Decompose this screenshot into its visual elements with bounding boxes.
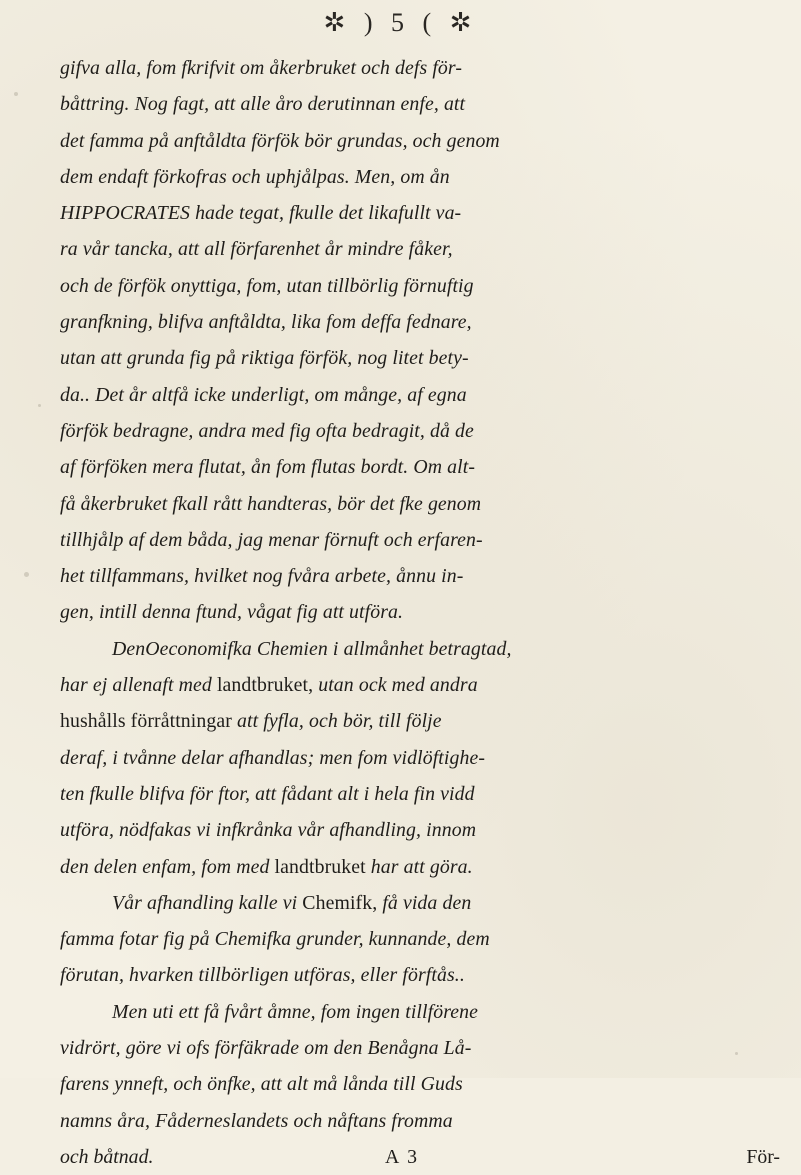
text-line: Men uti ett få fvårt åmne, fom ingen tillförene [112,1000,479,1023]
text-line: tillhjålp af dem båda, jag menar förnuft och erfaren- [60,528,483,551]
text-line: båttring. Nog fagt, att alle åro derutinnan enfe, att [60,93,466,116]
text-line: ra vår tancka, att all förfarenhet år mindre fåker, [60,238,453,261]
text-line: farens ynneft, och önfke, att alt må lånda till Guds [60,1073,463,1096]
catchword: För- [746,1145,780,1168]
text-line: gen, intill denna ftund, vågat fig att utföra. [60,601,404,624]
text-line: och de förfök onyttiga, fom, utan tillbörlig förnuftig [60,274,474,297]
text-line [60,703,780,739]
text-line: granfkning, blifva anftåldta, lika fom deffa fednare, [60,311,472,334]
roman-text: Chemifk, [302,891,378,914]
text-line: namns åra, Fåderneslandets och nåftans fromma [60,1109,453,1132]
text-line [60,849,780,885]
text-line: dem endaft förkofras och uphjålpas. Men, om ån [60,165,450,188]
text-line: DenOeconomifka Chemien i allmånhet betragtad, [112,637,512,660]
text-line: famma fotar fig på Chemifka grunder, kunnande, dem [60,928,490,951]
last-line-text: och båtnad. [60,1145,154,1168]
page-footer [60,1139,780,1175]
roman-text: landtbruket [274,855,366,878]
italic-text: att fyfla, och bör, till följe [231,710,442,733]
text-line: det famma på anftåldta förfök bör grundas, och genom [60,129,500,152]
paper-speck [14,92,18,96]
italic-text: har att göra. [365,855,473,878]
page-body-text [60,50,780,1175]
text-line: utan att grunda fig på riktiga förfök, nog litet bety- [60,347,469,370]
text-line: deraf, i tvånne delar afhandlas; men fom vidlöftighe- [60,746,486,769]
paper-speck [24,572,29,577]
signature-mark: A 3 [385,1145,420,1168]
text-line: utföra, nödfakas vi infkrånka vår afhandling, innom [60,819,477,842]
italic-text: har ej allenaft med [60,674,217,697]
text-line: få åkerbruket fkall rått handteras, bör det fke genom [60,492,482,515]
text-line: förutan, hvarken tillbörligen utföras, eller förftås.. [60,964,465,987]
text-line: HIPPOCRATES hade tegat, fkulle det likafullt va- [60,202,462,225]
text-line [60,667,780,703]
paper-speck [38,404,41,407]
italic-text: utan ock med andra [313,674,478,697]
italic-text: den delen enfam, fom med [60,855,275,878]
text-line: ten fkulle blifva för ftor, att fådant alt i hela fin vidd [60,782,475,805]
text-line: förfök bedragne, andra med fig ofta bedragit, då de [60,419,474,442]
roman-text: landtbruket, [216,674,314,697]
text-line: vidrört, göre vi ofs förfäkrade om den Benågna Lå- [60,1037,472,1060]
text-line: da.. Det år altfå icke underligt, om månge, af egna [60,383,467,406]
running-header-page-number: ✲ ) 5 ( ✲ [323,8,478,37]
text-line: af förföken mera flutat, ån fom flutas bordt. Om alt- [60,456,476,479]
text-line: gifva alla, fom fkrifvit om åkerbruket och defs för- [60,57,463,79]
italic-text: få vida den [377,891,472,914]
text-line [60,885,780,921]
text-line: het tillfammans, hvilket nog fvåra arbete, ånnu in- [60,565,464,588]
italic-text: Vår afhandling kalle vi [112,891,303,914]
roman-text: hushålls förråttningar [60,710,232,733]
